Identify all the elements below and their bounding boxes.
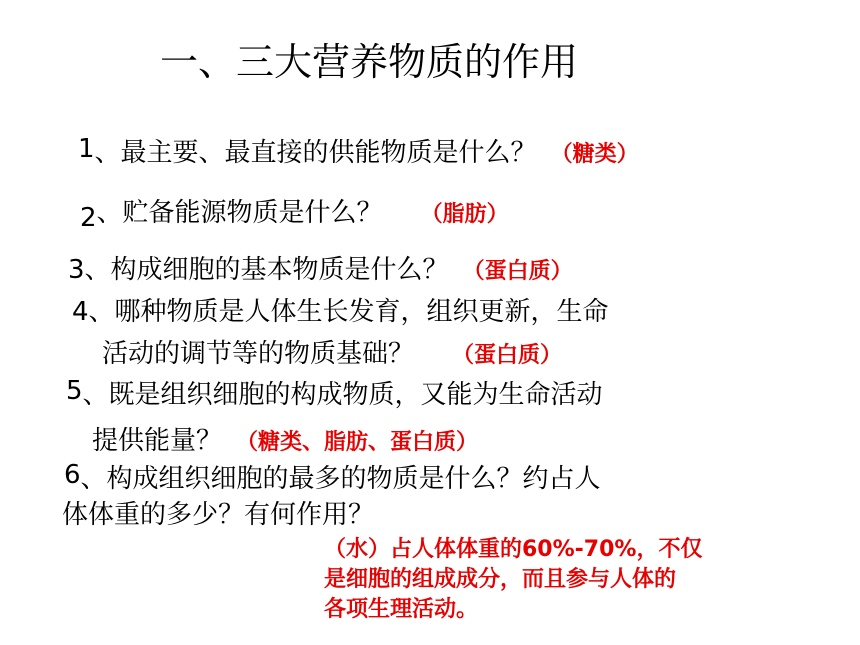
- question-number: 2: [80, 203, 97, 233]
- question-4: [72, 295, 609, 329]
- question-text: 、最主要、最直接的供能物质是什么？: [94, 138, 537, 168]
- question-number: 6: [64, 460, 81, 490]
- question-6-cont: [62, 498, 374, 532]
- question-6: [64, 462, 601, 496]
- question-text: 、构成细胞的基本物质是什么？: [84, 255, 449, 285]
- question-number: 5: [66, 376, 83, 406]
- answer-text: （蛋白质）: [452, 343, 563, 368]
- question-text: 活动的调节等的物质基础？: [102, 339, 415, 369]
- question-text: 、哪种物质是人体生长发育，组织更新，生命: [88, 297, 609, 327]
- answer-text: （糖类、脂肪、蛋白质）: [236, 430, 479, 455]
- answer-text: （脂肪）: [420, 202, 509, 227]
- question-4-cont: [102, 337, 562, 373]
- question-text: 提供能量？: [92, 426, 223, 456]
- question-3: [68, 253, 573, 289]
- question-1: [78, 136, 639, 172]
- question-text: 、贮备能源物质是什么？: [96, 198, 383, 228]
- answer-line: 各项生理活动。: [324, 597, 479, 622]
- slide-title: 一、三大营养物质的作用: [160, 40, 579, 84]
- question-5: [66, 378, 603, 412]
- question-text: 、既是组织细胞的构成物质，又能为生命活动: [82, 380, 603, 410]
- question-number: 3: [68, 255, 85, 285]
- question-text: 体体重的多少？有何作用？: [62, 500, 375, 530]
- question-number: 1: [78, 134, 95, 164]
- answer-line: 是细胞的组成成分，而且参与人体的: [324, 567, 677, 592]
- question-number: 4: [72, 297, 89, 327]
- answer-text: （糖类）: [550, 142, 639, 167]
- answer-6-detail: [324, 535, 794, 625]
- question-5-cont: [92, 424, 478, 460]
- answer-line: （水）占人体体重的60%-70%，不仅: [324, 537, 703, 562]
- question-2: [80, 196, 509, 232]
- question-text: 、构成组织细胞的最多的物质是什么？约占人: [80, 464, 601, 494]
- answer-text: （蛋白质）: [462, 259, 573, 284]
